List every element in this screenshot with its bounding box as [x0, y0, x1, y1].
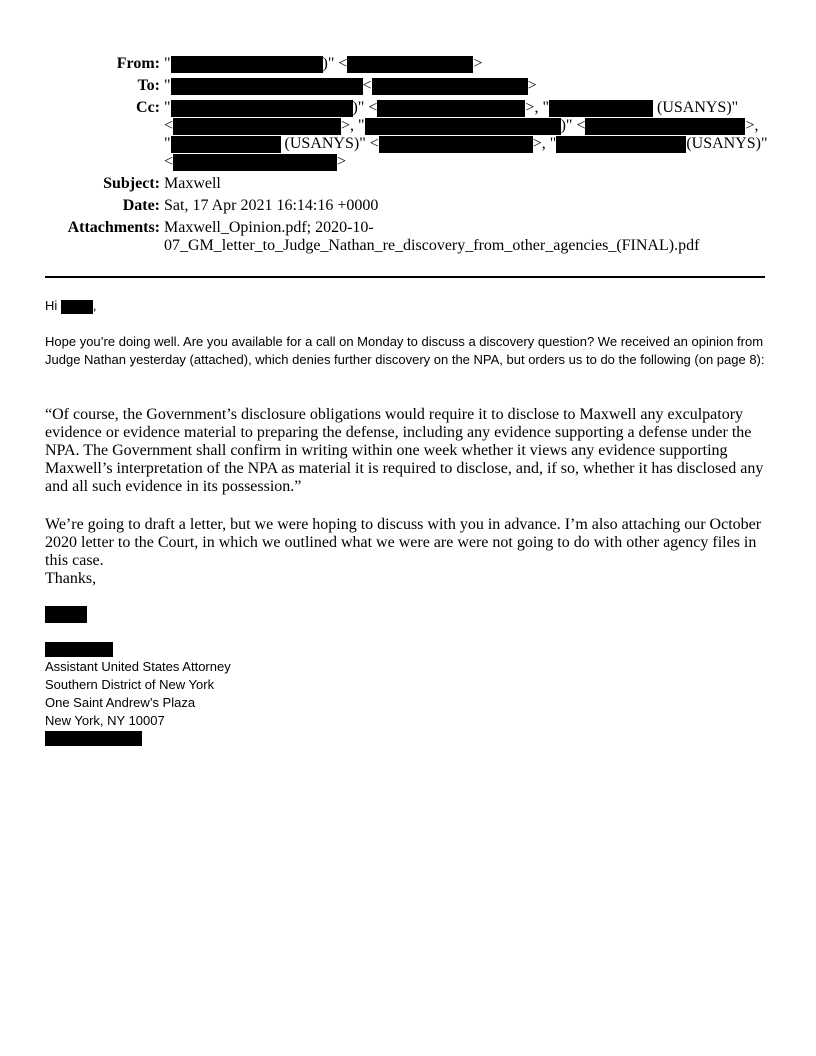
redaction-block — [173, 154, 337, 171]
redaction-block — [377, 100, 525, 117]
redaction-block — [173, 118, 341, 135]
signature-office: Southern District of New York — [45, 677, 215, 692]
date-value: Sat, 17 Apr 2021 16:14:16 +0000 — [164, 197, 379, 214]
paragraph-intro: Hope you’re doing well. Are you available for a call on Monday to discuss a discovery question? We received an opinion from Judge Nathan yesterday (attached), which denies further discovery on the NPA, but orders us to do the following (on page 8): — [45, 334, 765, 367]
redaction-block — [171, 56, 323, 73]
subject-value: Maxwell — [164, 175, 221, 192]
redaction-block — [171, 78, 363, 95]
redaction-block — [347, 56, 473, 73]
court-order-quote: “Of course, the Government’s disclosure obligations would require it to disclose to Maxwell any exculpatory evidence or evidence material to preparing the defense, including any evidence supporting a defense under the NPA. The Government shall confirm in writing within one week whether it views any evidence supporting Maxwell’s interpretation of the NPA as material it is required to disclose, and, if so, whether it has disclosed any and all such evidence in its possession.” — [45, 406, 764, 495]
redaction-block — [372, 78, 528, 95]
greeting: Hi , — [45, 298, 97, 313]
cc-value-line-4: < > — [164, 153, 347, 170]
date-label: Date: — [122, 197, 160, 214]
paragraph-letter: We’re going to draft a letter, but we were hoping to discuss with you in advance. I’m also attaching our October 2020 letter to the Court, in which we outlined what we were are were not going to do with other agency files in this case. — [45, 516, 762, 569]
closing-thanks: Thanks, — [45, 570, 97, 587]
subject-label: Subject: — [103, 175, 160, 192]
redaction-block — [365, 118, 561, 135]
signature-phone-redaction — [45, 731, 142, 746]
redaction-block — [61, 300, 93, 314]
cc-value-line-1: " )" < >, " (USANYS)" — [164, 99, 739, 116]
to-value: " < > — [164, 77, 537, 94]
redaction-block — [549, 100, 653, 117]
redaction-block — [171, 100, 353, 117]
signature-city: New York, NY 10007 — [45, 713, 165, 728]
cc-label: Cc: — [136, 99, 160, 116]
from-value: " )" < > — [164, 55, 483, 72]
header-divider — [45, 276, 765, 278]
signature-title: Assistant United States Attorney — [45, 659, 231, 674]
redaction-block — [379, 136, 533, 153]
attachments-label: Attachments: — [67, 219, 160, 236]
signature-name-redaction — [45, 606, 87, 623]
signature-fullname-redaction — [45, 642, 113, 657]
cc-value-line-3: " (USANYS)" < >, " (USANYS)" — [164, 135, 768, 152]
to-label: To: — [137, 77, 160, 94]
from-label: From: — [116, 55, 160, 72]
cc-value-line-2: < >, " )" < >, — [164, 117, 759, 134]
redaction-block — [171, 136, 281, 153]
redaction-block — [556, 136, 686, 153]
signature-address: One Saint Andrew’s Plaza — [45, 695, 196, 710]
redaction-block — [585, 118, 745, 135]
attachments-value-line-2: 07_GM_letter_to_Judge_Nathan_re_discovery_from_other_agencies_(FINAL).pdf — [164, 237, 700, 254]
attachments-value-line-1: Maxwell_Opinion.pdf; 2020-10- — [164, 219, 374, 236]
